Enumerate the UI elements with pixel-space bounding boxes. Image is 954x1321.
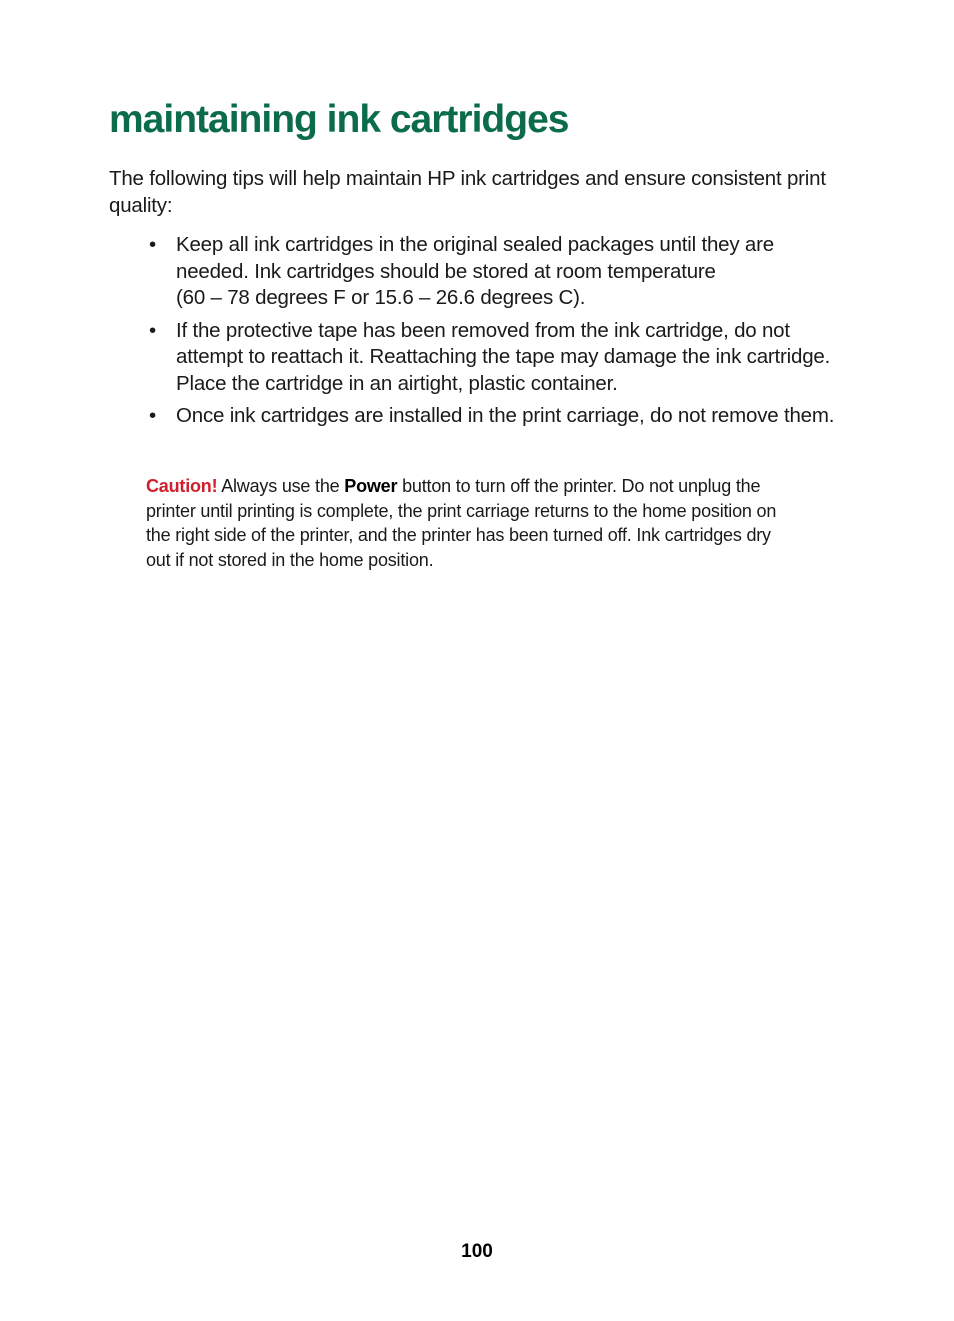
tip-text: If the protective tape has been removed from the ink cartridge, do not attempt to reattach it. Reattaching the tape may damage the ink cartridge. Place the cartridge in an airtight, plastic container.: [176, 318, 831, 395]
tip-text: Once ink cartridges are installed in the print carriage, do not remove them.: [176, 404, 835, 427]
caution-text-after: button to turn off the printer. Do not unplug the printer until printing is complete, the print carriage returns to the home position on the right side of the printer, and the printer has been turned off. Ink cartridges dry out if not stored in the home position.: [146, 476, 777, 570]
bullet-icon: •: [149, 404, 156, 427]
tip-text-temperature: (60 – 78 degrees F or 15.6 – 26.6 degrees C).: [176, 286, 586, 309]
caution-note: [146, 474, 786, 572]
tip-text: Keep all ink cartridges in the original sealed packages until they are needed. Ink cartridges should be stored at room temperature: [176, 233, 774, 283]
power-button-term: Power: [344, 476, 398, 496]
caution-text-before: Always use the: [221, 476, 340, 496]
intro-paragraph: The following tips will help maintain HP ink cartridges and ensure consistent print quality:: [109, 167, 826, 217]
bullet-icon: •: [149, 318, 156, 342]
list-item: [146, 318, 846, 398]
tips-list: [146, 232, 846, 436]
caution-label: Caution!: [146, 476, 218, 496]
page-title: maintaining ink cartridges: [109, 98, 569, 141]
page-number: 100: [461, 1241, 493, 1262]
list-item: [146, 403, 846, 430]
bullet-icon: •: [149, 233, 156, 256]
list-item: [146, 232, 846, 312]
